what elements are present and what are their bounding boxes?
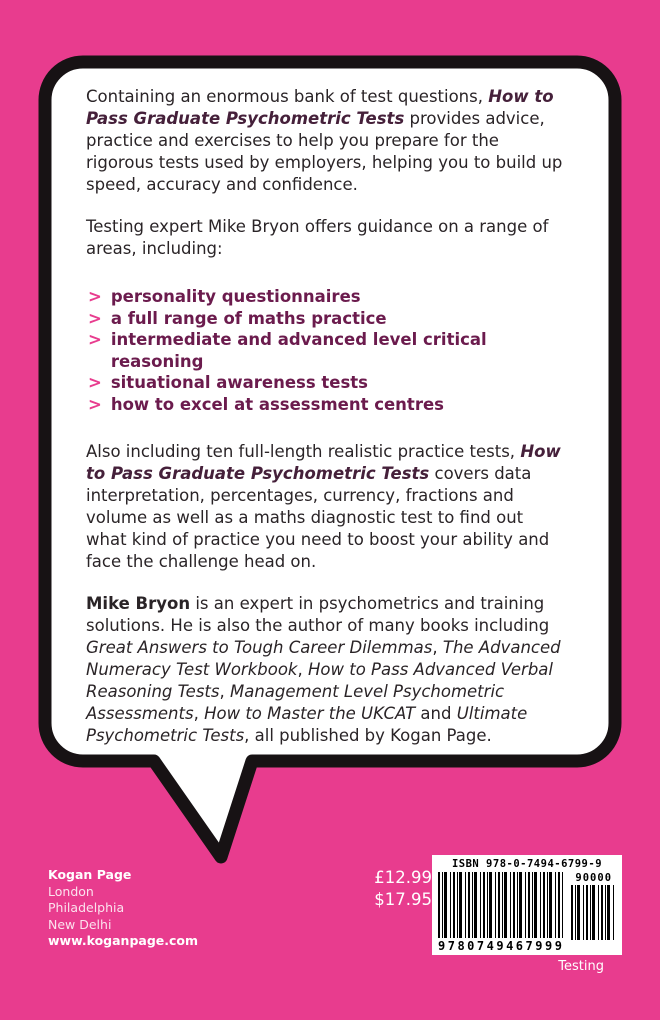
barcode-addon-column xyxy=(571,872,616,953)
publisher-info xyxy=(48,867,198,950)
list-item xyxy=(88,372,564,394)
bullet-text: intermediate and advanced level critical reasoning xyxy=(110,330,487,371)
bullet-text: how to excel at assessment centres xyxy=(110,394,444,414)
barcode-main-column xyxy=(438,872,564,953)
publisher-city: London xyxy=(48,883,94,899)
price-gbp: £12.99 xyxy=(374,868,432,887)
publisher-name: Kogan Page xyxy=(48,867,132,882)
list-item xyxy=(88,286,564,308)
bullet-marker: > xyxy=(88,287,102,306)
bullet-text: situational awareness tests xyxy=(110,373,369,392)
barcode-bars-row xyxy=(438,872,616,953)
practice-tests-paragraph: Also including ten full-length realistic practice tests, How to Pass Graduate Psychometric Tests covers data interpretation, percentages, currency, fractions and volume as well as a maths diagnostic test to find out what kind of practice you need to boost your ability and face the challenge head on. xyxy=(86,442,561,571)
list-item xyxy=(88,308,564,330)
bullet-marker: > xyxy=(88,330,102,349)
barcode-block xyxy=(432,855,622,955)
bullet-marker: > xyxy=(88,394,102,414)
category-label: Testing xyxy=(558,959,604,974)
bullet-marker: > xyxy=(88,373,102,392)
topics-list xyxy=(88,286,564,415)
barcode-addon-bars xyxy=(571,885,616,940)
bullet-text: personality questionnaires xyxy=(110,287,361,306)
price-block xyxy=(336,867,432,910)
intro-paragraph: Containing an enormous bank of test questions, How to Pass Graduate Psychometric Tests provides advice, practice and exercises to help you prepare for the rigorous tests used by employers, helping you to build up speed, accuracy and confidence. xyxy=(86,87,563,194)
price-usd: $17.95 xyxy=(374,889,432,909)
list-item xyxy=(88,394,564,416)
bullet-marker: > xyxy=(88,308,102,328)
barcode-price-code: 90000 xyxy=(575,872,613,884)
isbn-text: ISBN 978-0-7494-6799-9 xyxy=(451,858,603,870)
speech-bubble-content xyxy=(86,86,564,747)
publisher-website: www.koganpage.com xyxy=(48,933,199,948)
list-item xyxy=(88,329,564,372)
guidance-paragraph: Testing expert Mike Bryon offers guidance on a range of areas, including: xyxy=(86,217,549,258)
bullet-text: a full range of maths practice xyxy=(110,308,387,328)
barcode-digits: 9780749467999 xyxy=(438,939,565,953)
publisher-city: Philadelphia xyxy=(48,900,125,915)
publisher-city: New Delhi xyxy=(48,916,112,932)
author-bio-paragraph: Mike Bryon is an expert in psychometrics and training solutions. He is also the author of many books including Great Answers to Tough Career Dilemmas, The Advanced Numeracy Test Workbook, How to Pass Advanced Verbal Reasoning Tests, Management Level Psychometric Assessments, How to Master the UKCAT and Ultimate Psychometric Tests, all published by Kogan Page. xyxy=(86,594,561,745)
barcode-bars xyxy=(438,872,564,938)
